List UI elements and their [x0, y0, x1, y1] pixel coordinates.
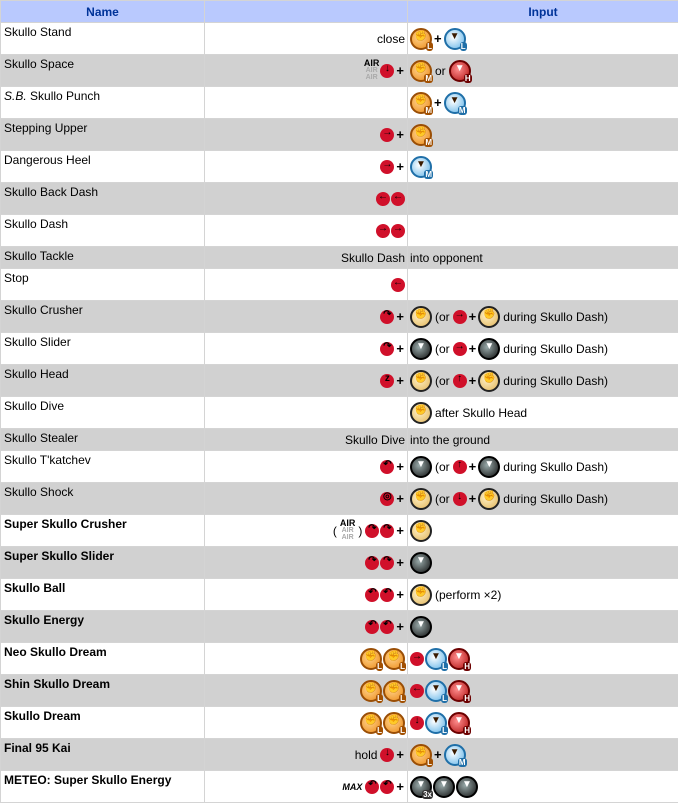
move-condition: Skullo Dive: [205, 429, 408, 451]
left-arrow-icon: ←: [391, 192, 405, 206]
foot-icon: ▼: [410, 616, 432, 638]
move-input: [408, 643, 678, 675]
move-input: [408, 547, 678, 579]
fist-icon: ✊ L: [410, 28, 432, 50]
move-command: ↶ ↶ +: [205, 579, 408, 611]
fist-icon: ✊ L: [360, 712, 382, 734]
move-name: Skullo Ball: [1, 579, 205, 611]
air-icon: AIR AIR AIR: [340, 520, 356, 541]
foot-icon: ▼: [410, 456, 432, 478]
move-name: Skullo Tackle: [1, 247, 205, 269]
table-row: [1, 397, 678, 429]
foot-icon: ▼ M: [444, 744, 466, 766]
table-row: [1, 515, 678, 547]
or-label: or: [435, 64, 446, 78]
half-circle-back-icon: ↶: [380, 780, 394, 794]
move-name: Skullo Energy: [1, 611, 205, 643]
table-row: [1, 183, 678, 215]
move-name-text: Skullo Punch: [27, 89, 100, 103]
right-arrow-icon: →: [453, 310, 467, 324]
table-row: [1, 55, 678, 87]
foot-icon: ▼ H: [449, 60, 471, 82]
foot-icon: ▼ L: [425, 712, 447, 734]
table-row: [1, 119, 678, 151]
move-input: [408, 269, 678, 301]
move-input: into the ground: [408, 429, 678, 451]
fist-icon: ✊ M: [410, 60, 432, 82]
move-input: ✊ M + ▼ M: [408, 87, 678, 119]
move-input: ✊ L + ▼ L: [408, 23, 678, 55]
table-row: [1, 301, 678, 333]
move-input: [408, 611, 678, 643]
move-command: [205, 269, 408, 301]
table-row: [1, 333, 678, 365]
left-arrow-icon: ←: [391, 278, 405, 292]
half-circle-back-icon: ↶: [365, 588, 379, 602]
move-input: ✊ (perform ×2): [408, 579, 678, 611]
air-icon: AIR AIR AIR: [364, 60, 380, 81]
move-command: [205, 87, 408, 119]
fist-icon: ✊ L: [360, 648, 382, 670]
foot-icon: ▼: [478, 456, 500, 478]
table-row: [1, 483, 678, 515]
move-input: [408, 215, 678, 247]
fist-icon: ✊: [410, 488, 432, 510]
move-command: ↶ +: [205, 451, 408, 483]
table-row: [1, 611, 678, 643]
move-name: Skullo Dash: [1, 215, 205, 247]
move-condition: [205, 23, 408, 55]
table-row: [1, 547, 678, 579]
down-arrow-icon: ↓: [410, 716, 424, 730]
foot-icon: ▼ H: [448, 680, 470, 702]
quarter-circle-icon: ↷: [365, 556, 379, 570]
fist-icon: ✊ L: [383, 680, 405, 702]
move-input: [408, 515, 678, 547]
right-arrow-icon: →: [380, 160, 394, 174]
move-input: ✊ (or → + ✊ during Skullo Dash): [408, 301, 678, 333]
max-icon: MAX: [342, 782, 362, 792]
move-name: Super Skullo Slider: [1, 547, 205, 579]
move-input: ▼ (or ↑ + ▼ during Skullo Dash): [408, 451, 678, 483]
fist-icon: ✊: [478, 370, 500, 392]
move-input: [408, 183, 678, 215]
move-command: hold ↓ +: [205, 739, 408, 771]
move-command: [205, 707, 408, 739]
quarter-circle-icon: ↷: [380, 310, 394, 324]
move-name: Skullo Dive: [1, 397, 205, 429]
half-circle-back-icon: ↶: [365, 780, 379, 794]
foot-icon: ▼: [433, 776, 455, 798]
table-row: [1, 675, 678, 707]
fist-icon: ✊ L: [360, 680, 382, 702]
down-arrow-icon: ↓: [453, 492, 467, 506]
down-arrow-icon: ↓: [380, 64, 394, 78]
move-input: [408, 707, 678, 739]
fist-icon: ✊: [478, 306, 500, 328]
right-arrow-icon: →: [453, 342, 467, 356]
header-row: [1, 1, 678, 23]
foot-icon: ▼ 3x: [410, 776, 432, 798]
table-row: [1, 771, 678, 803]
move-input: ▼ (or → + ▼ during Skullo Dash): [408, 333, 678, 365]
move-command: AIR AIR AIR ↓ +: [205, 55, 408, 87]
quarter-circle-icon: ↷: [365, 524, 379, 538]
move-name: Stop: [1, 269, 205, 301]
table-row: [1, 215, 678, 247]
move-name: Skullo Shock: [1, 483, 205, 515]
half-circle-icon: ↶: [380, 460, 394, 474]
move-name: Shin Skullo Dream: [1, 675, 205, 707]
move-name: Skullo Stealer: [1, 429, 205, 451]
right-arrow-icon: →: [376, 224, 390, 238]
move-name: Skullo Space: [1, 55, 205, 87]
right-arrow-icon: →: [391, 224, 405, 238]
foot-icon: ▼ H: [448, 712, 470, 734]
table-row: [1, 707, 678, 739]
quarter-circle-icon: ↷: [380, 556, 394, 570]
move-command: ◎ +: [205, 483, 408, 515]
right-arrow-icon: →: [380, 128, 394, 142]
full-circle-icon: ◎: [380, 492, 394, 506]
foot-icon: ▼: [456, 776, 478, 798]
foot-icon: ▼: [410, 552, 432, 574]
move-command: [205, 643, 408, 675]
move-name: Skullo T'katchev: [1, 451, 205, 483]
foot-icon: ▼: [410, 338, 432, 360]
move-name: Skullo Head: [1, 365, 205, 397]
table-row: [1, 87, 678, 119]
move-input: [408, 771, 678, 803]
fist-icon: ✊ M: [410, 92, 432, 114]
move-input: ✊ (or ↓ + ✊ during Skullo Dash): [408, 483, 678, 515]
foot-icon: ▼ M: [444, 92, 466, 114]
move-command: → +: [205, 119, 408, 151]
move-name: Skullo Stand: [1, 23, 205, 55]
column-header-middle: [205, 1, 408, 23]
move-input: ✊ after Skullo Head: [408, 397, 678, 429]
up-arrow-icon: ↑: [453, 374, 467, 388]
move-input: ✊ L + ▼ M: [408, 739, 678, 771]
foot-icon: ▼ M: [410, 156, 432, 178]
hold-label: hold: [355, 748, 378, 762]
foot-icon: ▼ H: [448, 648, 470, 670]
foot-icon: ▼: [478, 338, 500, 360]
close-label: close: [377, 32, 405, 46]
table-row: [1, 23, 678, 55]
move-command: ↷ +: [205, 333, 408, 365]
move-input: ✊ (or ↑ + ✊ during Skullo Dash): [408, 365, 678, 397]
move-command: ↶ ↶ +: [205, 611, 408, 643]
left-arrow-icon: ←: [376, 192, 390, 206]
table-row: [1, 429, 678, 451]
fist-icon: ✊: [410, 402, 432, 424]
fist-icon: ✊: [410, 584, 432, 606]
table-row: [1, 451, 678, 483]
table-row: [1, 365, 678, 397]
move-name: Final 95 Kai: [1, 739, 205, 771]
fist-icon: ✊ L: [383, 648, 405, 670]
table-row: [1, 247, 678, 269]
move-name: Neo Skullo Dream: [1, 643, 205, 675]
move-condition: Skullo Dash: [205, 247, 408, 269]
fist-icon: ✊: [410, 520, 432, 542]
move-input: [408, 675, 678, 707]
fist-icon: ✊: [410, 370, 432, 392]
move-command: [205, 215, 408, 247]
move-name: Skullo Dream: [1, 707, 205, 739]
fist-icon: ✊ L: [410, 744, 432, 766]
move-name: [1, 87, 205, 119]
move-name: Dangerous Heel: [1, 151, 205, 183]
move-name: Super Skullo Crusher: [1, 515, 205, 547]
move-command: ( AIR AIR AIR ) ↷ ↷ +: [205, 515, 408, 547]
move-name-prefix: S.B.: [4, 89, 27, 103]
table-row: [1, 151, 678, 183]
fist-icon: ✊ L: [383, 712, 405, 734]
foot-icon: ▼ L: [425, 648, 447, 670]
half-circle-back-icon: ↶: [365, 620, 379, 634]
move-command: ↷ +: [205, 301, 408, 333]
move-input: [408, 55, 678, 87]
down-arrow-icon: ↓: [380, 748, 394, 762]
quarter-circle-icon: ↷: [380, 342, 394, 356]
foot-icon: ▼ L: [444, 28, 466, 50]
table-row: [1, 579, 678, 611]
move-name: Skullo Slider: [1, 333, 205, 365]
left-arrow-icon: ←: [410, 684, 424, 698]
fist-icon: ✊ M: [410, 124, 432, 146]
fist-icon: ✊: [410, 306, 432, 328]
table-row: [1, 643, 678, 675]
half-circle-back-icon: ↶: [380, 620, 394, 634]
half-circle-back-icon: ↶: [380, 588, 394, 602]
move-input: [408, 151, 678, 183]
up-arrow-icon: ↑: [453, 460, 467, 474]
move-name: METEO: Super Skullo Energy: [1, 771, 205, 803]
table-row: [1, 739, 678, 771]
table-row: [1, 269, 678, 301]
move-command: [205, 397, 408, 429]
move-name: Skullo Crusher: [1, 301, 205, 333]
move-command: → +: [205, 151, 408, 183]
quarter-circle-icon: ↷: [380, 524, 394, 538]
column-header-input[interactable]: Input: [408, 1, 678, 23]
right-arrow-icon: →: [410, 652, 424, 666]
move-name: Skullo Back Dash: [1, 183, 205, 215]
move-input: into opponent: [408, 247, 678, 269]
move-command: [205, 183, 408, 215]
move-command: z +: [205, 365, 408, 397]
move-command: ↷ ↷ +: [205, 547, 408, 579]
z-motion-icon: z: [380, 374, 394, 388]
move-input: [408, 119, 678, 151]
foot-icon: ▼ L: [425, 680, 447, 702]
move-name: Stepping Upper: [1, 119, 205, 151]
column-header-name[interactable]: Name: [1, 1, 205, 23]
move-command: [205, 675, 408, 707]
fist-icon: ✊: [478, 488, 500, 510]
move-command: MAX ↶ ↶ +: [205, 771, 408, 803]
